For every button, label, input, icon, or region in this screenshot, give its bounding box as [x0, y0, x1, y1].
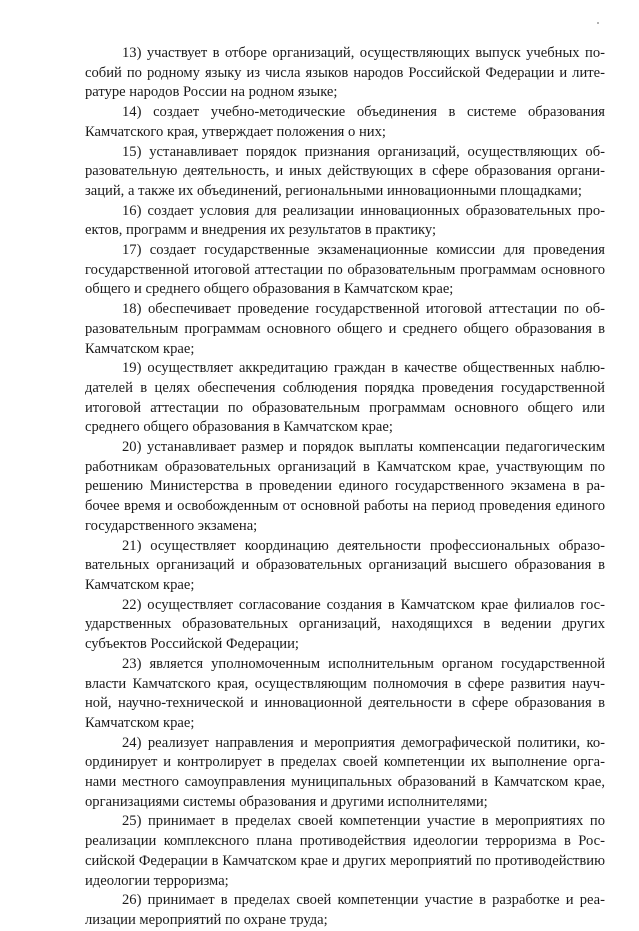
paragraph-item-13: 13) участвует в отборе организаций, осуществляющих выпуск учебных пособий по родному языку из числа языков народов Российской Федерации и литературе народов России на родном языке;: [85, 45, 605, 101]
paragraph-item-21: 21) осуществляет координацию деятельности профессиональных образовательных организаций и образовательных организаций высшего образования в Камчатском крае;: [85, 537, 605, 593]
paragraph-item-14: 14) создает учебно-методические объединения в системе образования Камчатского края, утверждает положения о них;: [85, 104, 605, 140]
document-body: [85, 44, 605, 931]
paragraph-item-16: 16) создает условия для реализации инновационных образовательных проектов, программ и внедрения их результатов в практику;: [85, 202, 605, 239]
paragraph-item-17: 17) создает государственные экзаменационные комиссии для проведения государственной итоговой аттестации по образовательным программам основного общего и среднего общего образования в Камчатском крае;: [85, 242, 605, 298]
paragraph-item-23: 23) является уполномоченным исполнительным органом государственной власти Камчатского края, осуществляющим полномочия в сфере развития научной, научно-технической и инновационной деятельности в сфере образования в Камчатском крае;: [85, 655, 605, 731]
paragraph-item-22: 22) осуществляет согласование создания в Камчатском крае филиалов государственных образовательных организаций, находящихся в ведении других субъектов Российской Федерации;: [85, 596, 605, 653]
paragraph-item-26: 26) принимает в пределах своей компетенции участие в разработке и реализации мероприятий по охране труда;: [85, 892, 605, 928]
paragraph-item-15: 15) устанавливает порядок признания организаций, осуществляющих образовательную деятельность, и иных действующих в сфере образования организаций, а также их объединений, региональными инновационными площадками;: [85, 143, 605, 199]
paragraph-item-20: 20) устанавливает размер и порядок выплаты компенсации педагогическим работникам образовательных организаций в Камчатском крае, участвующим по решению Министерства в проведении единого государственного экзамена в рабочее время и освобожденным от основной работы на период проведения единого государственного экзамена;: [85, 439, 605, 534]
scan-speck: [597, 22, 599, 24]
paragraph-item-18: 18) обеспечивает проведение государственной итоговой аттестации по образовательным программам основного общего и среднего общего образования в Камчатском крае;: [85, 301, 605, 357]
paragraph-item-19: 19) осуществляет аккредитацию граждан в качестве общественных наблюдателей в целях обеспечения соблюдения порядка проведения государственной итоговой аттестации по образовательным программам основного общего или среднего общего образования в Камчатском крае;: [85, 360, 605, 436]
paragraph-item-25: 25) принимает в пределах своей компетенции участие в мероприятиях по реализации комплексного плана противодействия идеологии терроризма в Российской Федерации в Камчатском крае и других мероприятий по противодействию идеологии терроризма;: [85, 813, 605, 889]
paragraph-item-24: 24) реализует направления и мероприятия демографической политики, координирует и контролирует в пределах своей компетенции их выполнение органами местного самоуправления муниципальных образований в Камчатском крае, организациями системы образования и другими исполнителями;: [85, 734, 605, 810]
